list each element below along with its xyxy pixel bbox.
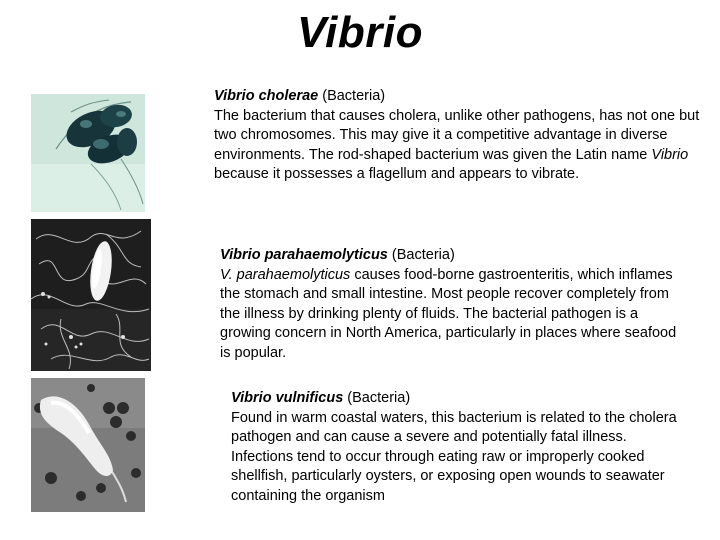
group-label: (Bacteria) — [343, 390, 411, 406]
group-label: (Bacteria) — [318, 88, 386, 104]
page-title: Vibrio — [296, 8, 424, 57]
entry-heading — [231, 389, 686, 409]
entry-heading — [220, 246, 680, 266]
vibrio-vulnificus-micrograph — [31, 378, 145, 512]
species-name: Vibrio vulnificus — [231, 390, 344, 406]
entry-description: Found in warm coastal waters, this bacterium is related to the cholera pathogen and can cause a severe and potentially fatal illness. Infections tend to occur through eating raw or improperly cooked shellfish, particularly oysters, or exposing open wounds to seawater containing the organism — [231, 409, 677, 504]
vibrio-cholerae-micrograph — [31, 94, 145, 212]
species-name: Vibrio parahaemolyticus — [220, 247, 388, 263]
entry-heading — [214, 87, 704, 107]
group-label: (Bacteria) — [387, 247, 455, 263]
vibrio-parahaemolyticus-micrograph — [31, 219, 151, 371]
species-name: Vibrio cholerae — [214, 88, 319, 104]
vibrio-vulnificus-entry — [231, 389, 686, 506]
vibrio-cholerae-entry — [214, 87, 704, 185]
vibrio-parahaemolyticus-entry — [220, 246, 680, 363]
entry-description: The bacterium that causes cholera, unlike other pathogens, has not one but two chromosomes. This may give it a competitive advantage in diverse environments. The rod-shaped bacterium was given the Latin name Vibrio because it possesses a flagellum and appears to vibrate. — [214, 107, 700, 182]
entry-description: V. parahaemolyticus causes food-borne gastroenteritis, which inflames the stomach and small intestine. Most people recover completely from the illness by drinking plenty of fluids. The bacterial pathogen is a growing concern in North America, particularly in places where seafood is popular. — [220, 266, 677, 361]
